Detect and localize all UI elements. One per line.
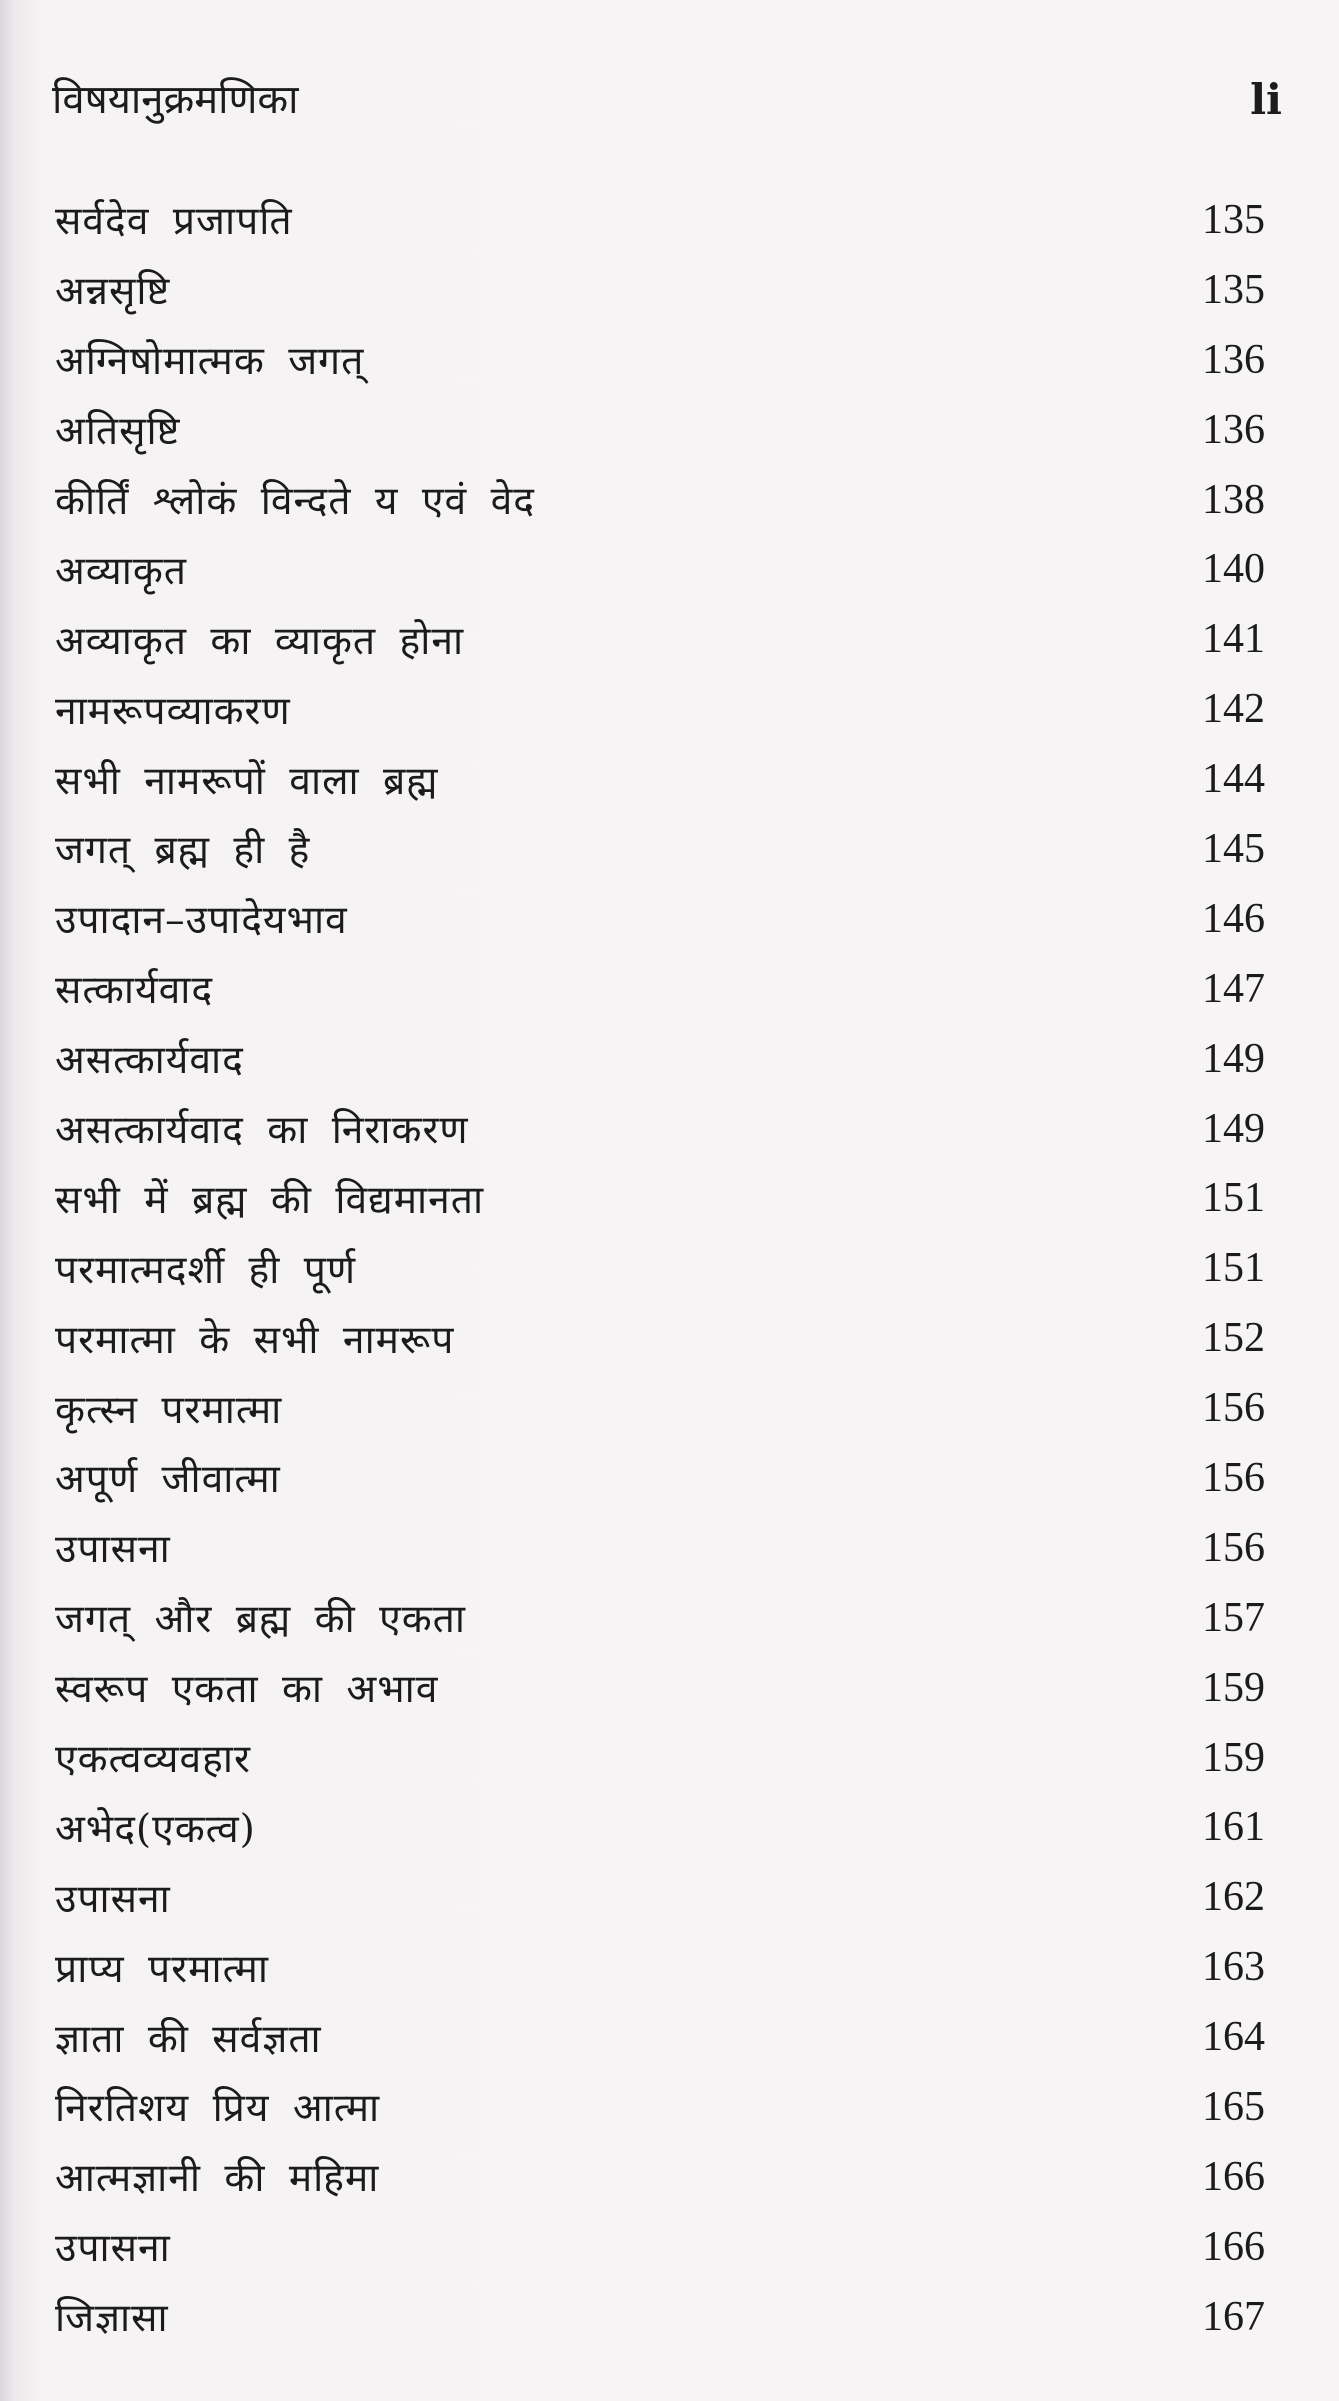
toc-entry [55, 325, 1265, 395]
toc-entry [55, 744, 1265, 814]
toc-entry [55, 465, 1265, 535]
toc-entry-title: कीर्तिं श्लोकं विन्दते य एवं वेद [55, 479, 535, 524]
toc-entry [55, 1094, 1265, 1164]
toc-entry-title: अग्निषोमात्मक जगत् [55, 339, 365, 385]
toc-entry-title: उपासना [55, 2226, 171, 2272]
toc-entry [55, 604, 1265, 674]
toc-entry-page: 166 [1202, 2223, 1265, 2270]
page-number: li [1250, 75, 1282, 124]
page-title: विषयानुक्रमणिका [52, 77, 299, 123]
toc-entry [55, 1653, 1265, 1723]
toc-entry [55, 674, 1265, 744]
toc-entry-title: स्वरूप एकता का अभाव [55, 1667, 439, 1713]
toc-entry [55, 954, 1265, 1024]
toc-entry-title: अभेद(एकत्व) [55, 1806, 256, 1852]
toc-entry-title: अव्याकृत का व्याकृत होना [55, 618, 465, 664]
toc-entry-page: 142 [1202, 686, 1265, 733]
toc-entry [55, 2282, 1265, 2352]
table-of-contents [55, 185, 1265, 2352]
toc-entry [55, 1373, 1265, 1443]
toc-entry [55, 1024, 1265, 1094]
toc-entry-page: 152 [1202, 1315, 1265, 1362]
toc-entry [55, 2072, 1265, 2142]
toc-entry-page: 144 [1202, 756, 1265, 803]
toc-entry-title: परमात्मा के सभी नामरूप [55, 1317, 455, 1363]
toc-entry-page: 161 [1202, 1804, 1265, 1851]
toc-entry-title: अतिसृष्टि [55, 409, 181, 455]
toc-entry-page: 157 [1202, 1594, 1265, 1641]
page-header [52, 70, 1282, 130]
toc-entry-page: 151 [1202, 1245, 1265, 1292]
toc-entry-page: 167 [1202, 2293, 1265, 2340]
toc-entry [55, 1233, 1265, 1303]
toc-entry [55, 2142, 1265, 2212]
toc-entry [55, 2002, 1265, 2072]
toc-entry-page: 156 [1202, 1385, 1265, 1432]
toc-entry [55, 1723, 1265, 1793]
toc-entry-title: अव्याकृत [55, 548, 188, 594]
toc-entry-title: उपासना [55, 1876, 171, 1922]
toc-entry-page: 147 [1202, 965, 1265, 1012]
toc-entry-title: अपूर्ण जीवात्मा [55, 1457, 281, 1503]
toc-entry-title: परमात्मदर्शी ही पूर्ण [55, 1247, 357, 1293]
toc-entry [55, 185, 1265, 255]
toc-entry-page: 156 [1202, 1524, 1265, 1571]
toc-entry-title: नामरूपव्याकरण [55, 688, 291, 734]
toc-entry-title: जिज्ञासा [55, 2296, 169, 2342]
toc-entry-title: जगत् ब्रह्म ही है [55, 828, 311, 874]
toc-entry [55, 1932, 1265, 2002]
toc-entry-title: सभी में ब्रह्म की विद्यमानता [55, 1177, 485, 1223]
toc-entry-page: 136 [1202, 406, 1265, 453]
toc-entry-title: असत्कार्यवाद [55, 1038, 244, 1084]
toc-entry [55, 1583, 1265, 1653]
toc-entry-page: 151 [1202, 1175, 1265, 1222]
toc-entry [55, 1792, 1265, 1862]
toc-entry-page: 135 [1202, 266, 1265, 313]
toc-entry-page: 159 [1202, 1664, 1265, 1711]
toc-entry-title: अन्नसृष्टि [55, 269, 171, 315]
toc-entry-page: 165 [1202, 2083, 1265, 2130]
toc-entry-title: उपादान–उपादेयभाव [55, 898, 348, 944]
toc-entry-title: निरतिशय प्रिय आत्मा [55, 2086, 381, 2132]
toc-entry [55, 1303, 1265, 1373]
toc-entry [55, 1862, 1265, 1932]
toc-entry-page: 146 [1202, 895, 1265, 942]
toc-entry-title: सत्कार्यवाद [55, 968, 214, 1014]
toc-entry-title: ज्ञाता की सर्वज्ञता [55, 2016, 322, 2062]
toc-entry [55, 255, 1265, 325]
toc-entry-title: जगत् और ब्रह्म की एकता [55, 1597, 466, 1643]
toc-entry [55, 2212, 1265, 2282]
toc-entry [55, 1443, 1265, 1513]
toc-entry-page: 164 [1202, 2014, 1265, 2061]
toc-entry [55, 884, 1265, 954]
toc-entry-title: आत्मज्ञानी की महिमा [55, 2156, 380, 2202]
toc-entry-page: 138 [1202, 476, 1265, 523]
toc-entry-title: सर्वदेव प्रजापति [55, 199, 293, 245]
toc-entry-page: 156 [1202, 1454, 1265, 1501]
toc-entry [55, 1513, 1265, 1583]
toc-entry-title: सभी नामरूपों वाला ब्रह्म [55, 758, 439, 804]
toc-entry-page: 141 [1202, 616, 1265, 663]
toc-entry-page: 136 [1202, 336, 1265, 383]
toc-entry [55, 814, 1265, 884]
toc-entry-title: उपासना [55, 1527, 171, 1573]
toc-entry-title: एकत्वव्यवहार [55, 1737, 251, 1783]
toc-entry [55, 395, 1265, 465]
toc-entry [55, 1163, 1265, 1233]
toc-entry-title: कृत्स्न परमात्मा [55, 1387, 283, 1433]
toc-entry-page: 140 [1202, 546, 1265, 593]
toc-entry-page: 162 [1202, 1874, 1265, 1921]
toc-entry-page: 163 [1202, 1944, 1265, 1991]
toc-entry-title: असत्कार्यवाद का निराकरण [55, 1108, 469, 1154]
toc-entry-page: 149 [1202, 1105, 1265, 1152]
toc-entry [55, 534, 1265, 604]
toc-entry-page: 149 [1202, 1035, 1265, 1082]
toc-entry-page: 135 [1202, 196, 1265, 243]
toc-entry-title: प्राप्य परमात्मा [55, 1946, 269, 1992]
toc-entry-page: 145 [1202, 825, 1265, 872]
toc-entry-page: 159 [1202, 1734, 1265, 1781]
toc-entry-page: 166 [1202, 2153, 1265, 2200]
